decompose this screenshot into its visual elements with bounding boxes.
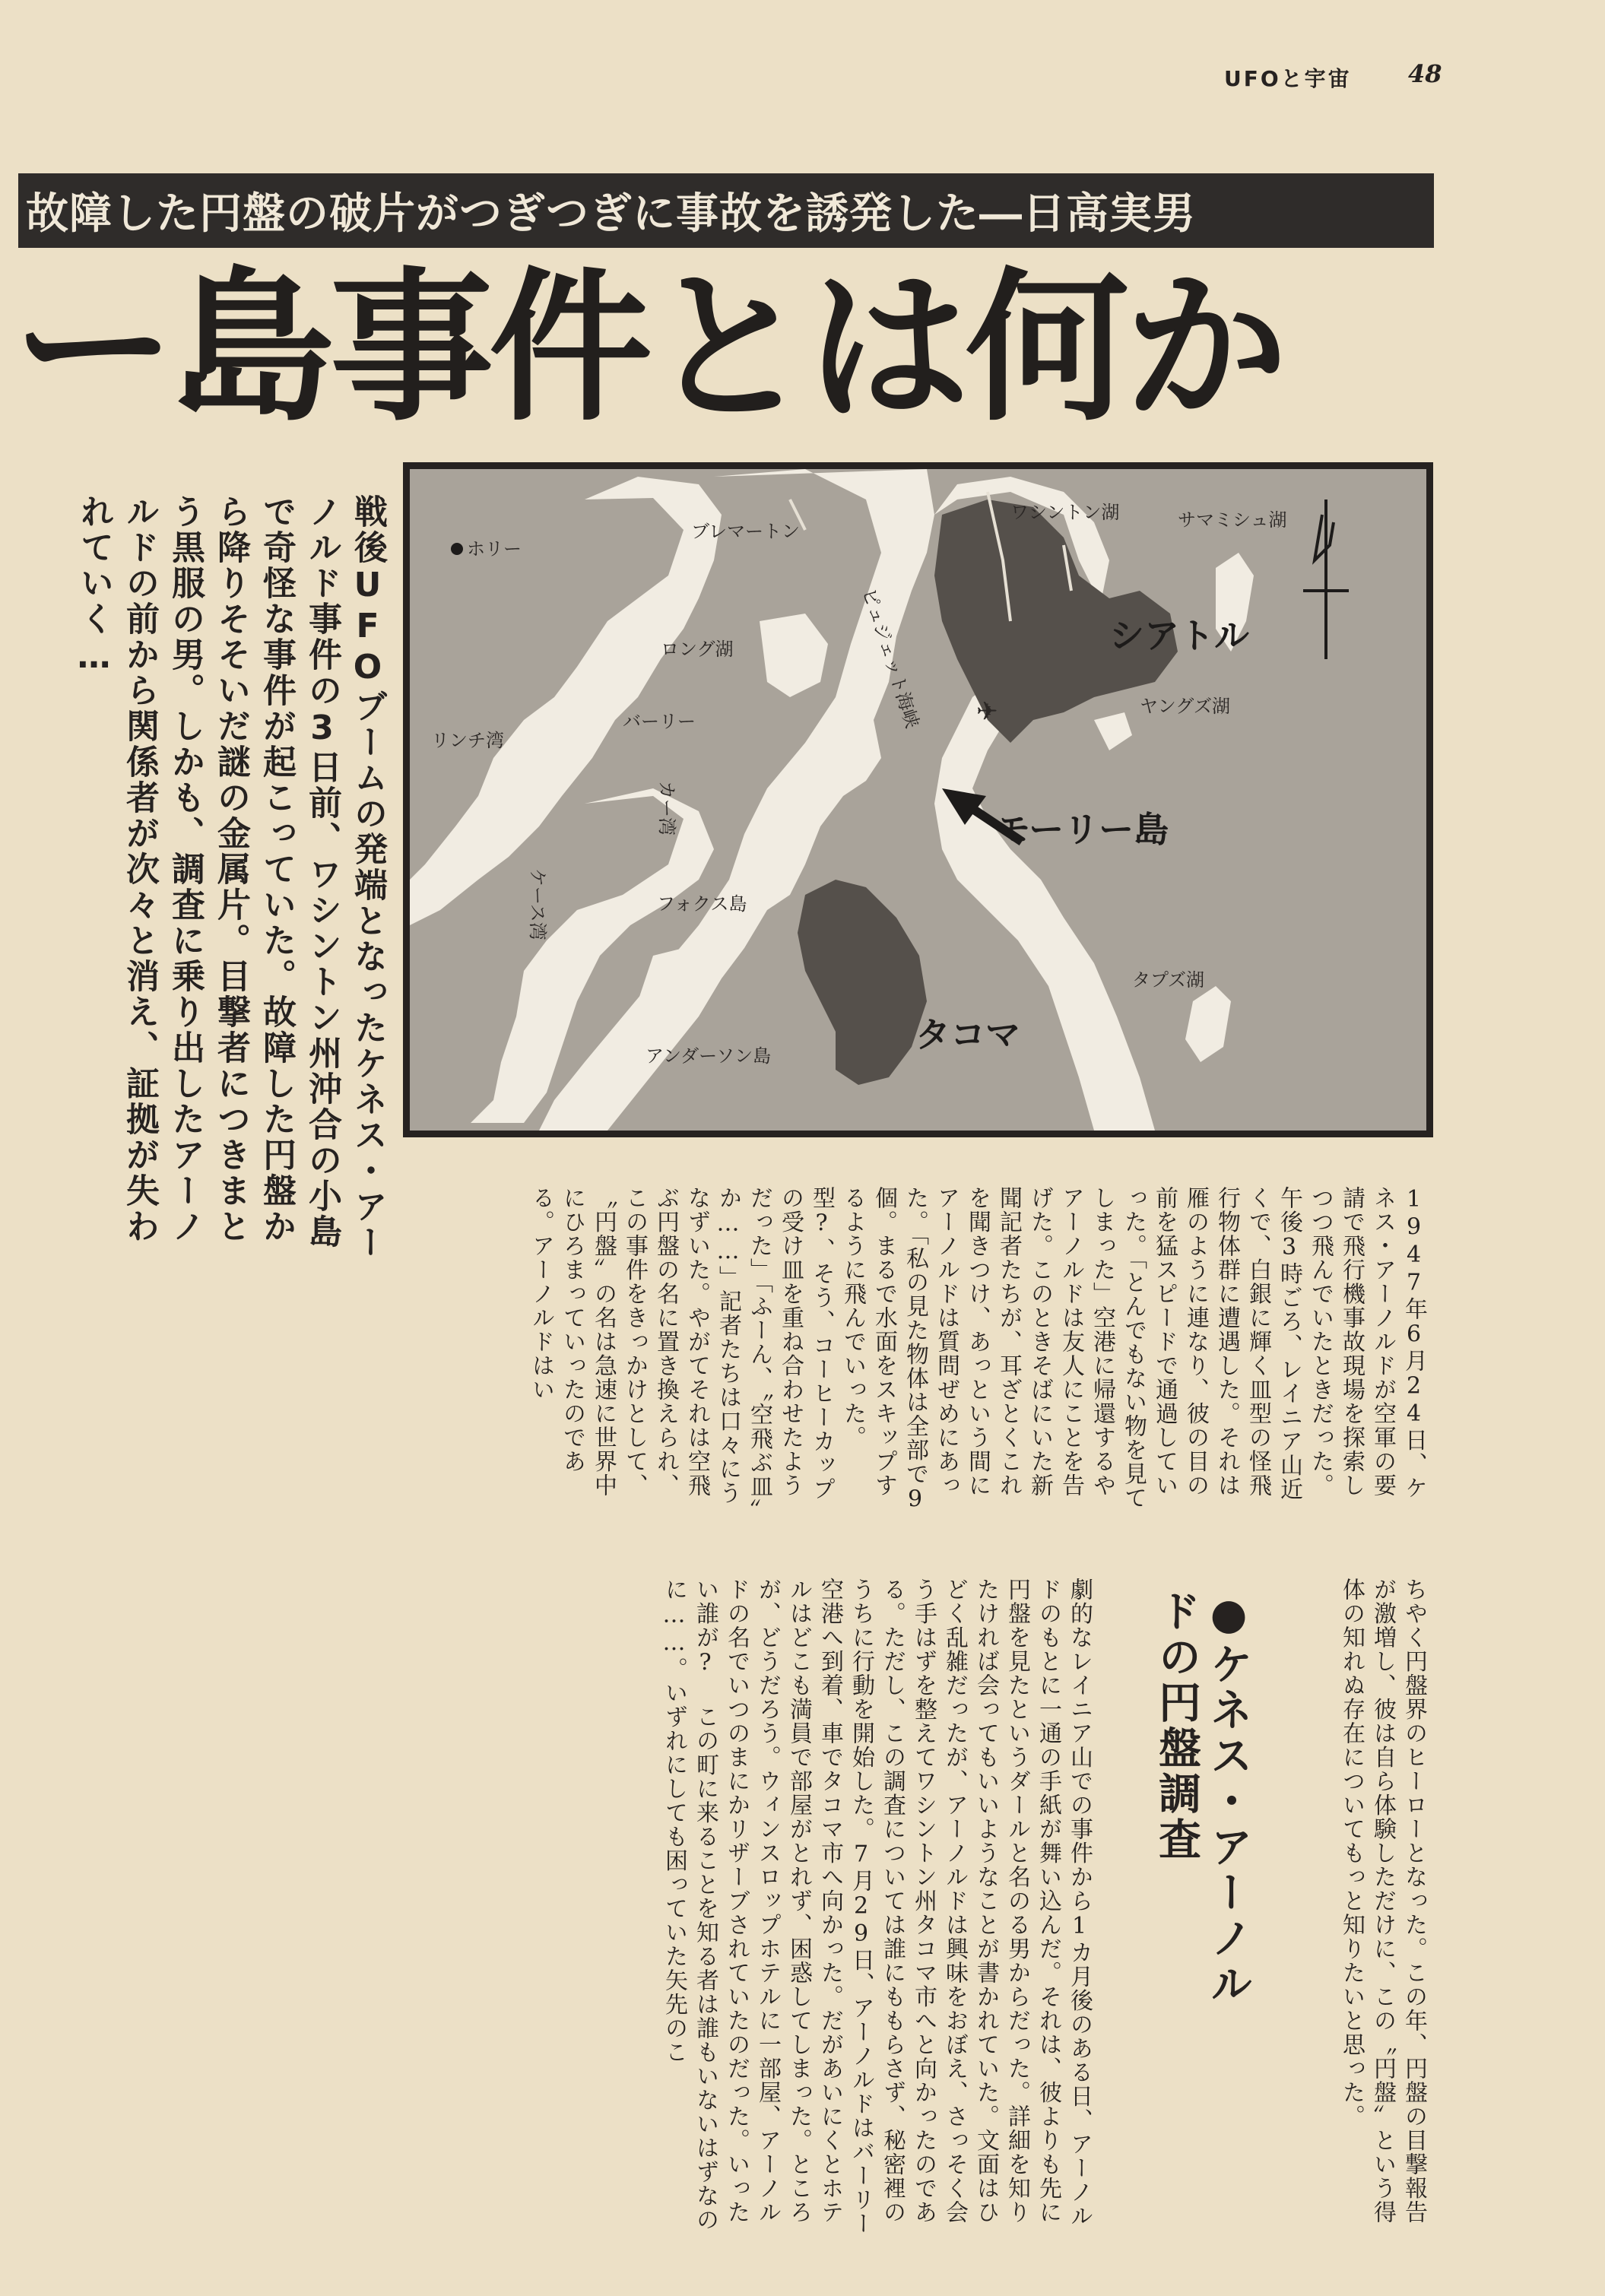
map-label-lake-youngs: ヤングズ湖 xyxy=(1140,696,1231,717)
title-banner xyxy=(18,173,1434,248)
page-number: 48 xyxy=(1408,59,1442,88)
map xyxy=(403,462,1433,1137)
section-heading: ●ケネス・アーノルドの円盤調査 xyxy=(1152,1589,1254,2007)
running-head: UFOと宇宙 xyxy=(1224,66,1352,91)
map-water xyxy=(410,469,1254,1131)
map-label-bremerton: ブレマートン xyxy=(691,521,801,542)
north-arrow-icon xyxy=(1303,499,1349,659)
map-label-long-lake: ロング湖 xyxy=(661,639,734,660)
headline: ー島事件とは何か xyxy=(12,252,1283,443)
map-label-anderson-island: アンダーソン島 xyxy=(645,1045,772,1067)
map-label-lake-washington: ワシントン湖 xyxy=(1010,502,1120,523)
map-label-puget-sound: ピュジェット海峡 xyxy=(858,585,924,731)
map-label-holly: ホリー xyxy=(467,538,522,560)
airplane-icon: ✈ xyxy=(976,696,998,727)
map-graphic xyxy=(410,469,1426,1131)
map-label-lake-sammamish: サマミシュ湖 xyxy=(1178,509,1287,531)
title-banner-text: 故障した円盤の破片がつぎつぎに事故を誘発した―日高実男 xyxy=(26,189,1196,239)
map-label-lynch-cove: リンチ湾 xyxy=(431,730,504,751)
map-land-dark xyxy=(798,499,1178,1085)
map-label-carr-inlet: カー湾 xyxy=(656,781,677,836)
map-label-tacoma: タコマ xyxy=(915,1014,1020,1055)
map-label-case-inlet: ケース湾 xyxy=(527,868,548,940)
map-label-burley: バーリー xyxy=(623,711,696,732)
lead-text: 戦後UFOブームの発端となったケネス・アーノルド事件の3日前、ワシントン州沖合の小島で奇怪な事件が起こっていた。故障した円盤から降りそそいだ謎の金属片。目撃者につきまとう黒服の男。しかも、調査に乗り出したアーノルドの前から関係者が次々と消え、証拠が失われていく… xyxy=(75,494,387,1261)
article-lower-left-text: 劇的なレイニア山での事件から1カ月後のある日、アーノルドのもとに一通の手紙が舞い込んだ。それは、彼よりも先に円盤を見たというダールと名のる男からだった。詳細を知りたければ会ってもいいようなことが書かれていた。文面はひどく乱雑だったが、アーノルドは興味をおぼえ、さっそく会う手はずを整えてワシントン州タコマ市へと向かったのである。ただし、この調査については誰にももらさず、秘密裡のうちに行動を開始した。7月29日、アーノルドはバーリー空港へ到着、車でタコマ市へ向かった。だがあいにくとホテルはどこも満員で部屋がとれず、困惑してしまった。ところが、どうだろう。ウィンスロップホテルに一部屋、アーノルドの名でいつのまにかリザーブされていたのだった。いったい誰が? この町に来ることを知る者は誰もいないはずなのに……。いずれにしても困っていた矢先のこ xyxy=(661,1578,1093,2236)
map-label-maury-island: モーリー島 xyxy=(995,809,1169,850)
map-label-fox-island: フォクス島 xyxy=(657,893,747,915)
holly-dot-icon xyxy=(451,543,463,555)
map-label-seattle: シアトル xyxy=(1109,615,1249,656)
article-lower-right-text: ちやく円盤界のヒーローとなった。この年、円盤の目撃報告が激増し、彼は自ら体験しただけに、この〝円盤〟という得体の知れぬ存在についてもっと知りたいと思った。 xyxy=(1338,1578,1427,2225)
map-label-lake-tapps: タプズ湖 xyxy=(1132,969,1205,991)
article-upper-text: 1947年6月24日、ケネス・アーノルドが空軍の要請で飛行機事故現場を探索しつつ飛んでいたときだった。午後3時ごろ、レイニア山近くで、白銀に輝く皿型の怪飛行物体群に遭遇した。それは雁のように連なり、彼の目の前を猛スピードで通過していった。「とんでもない物を見てしまった」空港に帰還するやアーノルドは友人にことを告げた。このときそばにいた新聞記者たちが、耳ざとくこれを聞きつけ、あっという間にアーノルドは質問ぜめにあった。「私の見た物体は全部で9個。まるで水面をスキップするように飛んでいった。型?、そう、コーヒーカップの受け皿を重ね合わせたようだった」「ふーん、〝空飛ぶ皿〟か……」記者たちは口々にうなずいた。やがてそれは空飛ぶ円盤の名に置き換えられ、この事件をきっかけとして、〝円盤〟の名は急速に世界中にひろまっていったのである。アーノルドはい xyxy=(528,1186,1427,1514)
